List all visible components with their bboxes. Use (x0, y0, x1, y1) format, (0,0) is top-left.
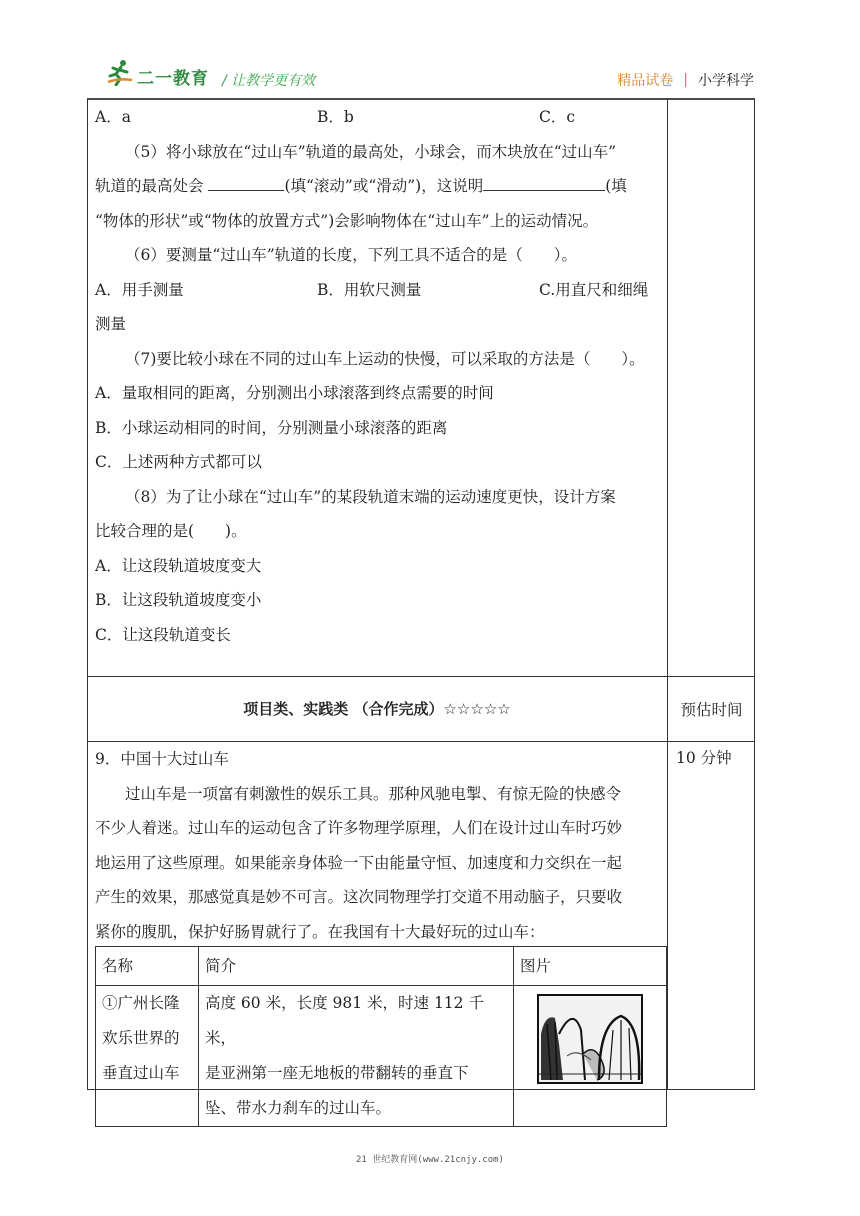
option-b: B．b (317, 108, 354, 126)
cell-name: ①广州长隆 欢乐世界的 垂直过山车 (96, 986, 199, 1127)
roller-coaster-image (537, 994, 643, 1084)
q5-line3: “物体的形状”或“物体的放置方式”)会影响物体在“过山车”上的运动情况。 (95, 211, 599, 230)
header-picture: 图片 (514, 947, 667, 986)
option-a: A．让这段轨道坡度变大 (95, 556, 262, 575)
q9-title: 9．中国十大过山车 (95, 750, 229, 768)
option-c: C.用直尺和细绳 (539, 280, 649, 299)
estimated-time: 10 分钟 (676, 749, 732, 767)
option-b: B．让这段轨道坡度变小 (95, 591, 262, 609)
brand-logo (106, 58, 216, 88)
brand-name: 二一教育 (137, 69, 209, 89)
q6-stem: （6）要测量“过山车”轨道的长度，下列工具不适合的是（ ）。 (125, 246, 577, 264)
q5-line2: 轨道的最高处会 (填“滚动”或“滑动”)，这说明 (填 (95, 169, 660, 204)
questions-block (95, 100, 660, 652)
table-header-row (96, 947, 667, 986)
header-intro: 简介 (199, 947, 514, 986)
option-b: B．用软尺测量 (317, 280, 422, 299)
page-footer: 21 世纪教育网(www.21cnjy.com) (356, 1155, 504, 1165)
q9-paragraph-line: 不少人着迷。过山车的运动包含了许多物理学原理，人们在设计过山车时巧妙 (95, 819, 623, 837)
q9-paragraph-line: 产生的效果，那感觉真是妙不可言。这次同物理学打交道不用动脑子，只要收 (95, 888, 623, 906)
page-header (0, 0, 860, 100)
option-c: C．让这段轨道变长 (95, 625, 231, 644)
subject-label: 小学科学 (698, 73, 754, 89)
option-a: A．量取相同的距离，分别测出小球滚落到终点需要的时间 (95, 384, 494, 402)
q9-paragraph-line: 地运用了这些原理。如果能亲身体验一下由能量守恒、加速度和力交织在一起 (95, 853, 623, 872)
top-options (95, 100, 660, 135)
table-row (96, 986, 667, 1127)
option-a: A．用手测量 (95, 280, 184, 299)
paper-tag: 精品试卷 (617, 73, 674, 89)
header-name: 名称 (96, 947, 199, 986)
cell-intro: 高度 60 米，长度 981 米，时速 112 千米， 是亚洲第一座无地板的带翻转的垂直下 坠、带水力刹车的过山车。 (199, 986, 514, 1127)
column-divider (667, 99, 668, 1090)
q9-block (95, 742, 660, 949)
answer-blank[interactable] (208, 170, 284, 191)
q6-option-cont: 测量 (95, 315, 127, 333)
option-b: B．小球运动相同的时间，分别测量小球滚落的距离 (95, 418, 448, 437)
brand-slogan: / 让教学更有效 (222, 73, 316, 89)
option-a: A．a (95, 108, 131, 126)
estimate-time-label: 预估时间 (680, 700, 743, 719)
answer-blank[interactable] (483, 170, 605, 191)
coaster-table (95, 946, 667, 1127)
header-right (617, 70, 754, 90)
q8-stem-cont: 比较合理的是( )。 (95, 522, 247, 540)
cell-picture (514, 986, 667, 1127)
q8-stem: （8）为了让小球在“过山车”的某段轨道末端的运动速度更快，设计方案 (125, 487, 616, 506)
option-c: C．c (539, 108, 576, 126)
section-title: 项目类、实践类 （合作完成）☆☆☆☆☆ (243, 700, 511, 718)
q9-paragraph-line: 过山车是一项富有刺激性的娱乐工具。那种风驰电掣、有惊无险的快感令 (125, 784, 622, 803)
option-c: C．上述两种方式都可以 (95, 453, 262, 471)
q9-paragraph-line: 紧你的腹肌，保护好肠胃就行了。在我国有十大最好玩的过山车： (95, 922, 545, 941)
q5-line1: （5）将小球放在“过山车”轨道的最高处，小球会，而木块放在“过山车” (125, 142, 617, 161)
runner-logo-icon (106, 58, 134, 86)
q6-options (95, 273, 660, 308)
header-separator: | (683, 72, 688, 88)
q7-stem: （7)要比较小球在不同的过山车上运动的快慢，可以采取的方法是（ ）。 (125, 349, 645, 368)
